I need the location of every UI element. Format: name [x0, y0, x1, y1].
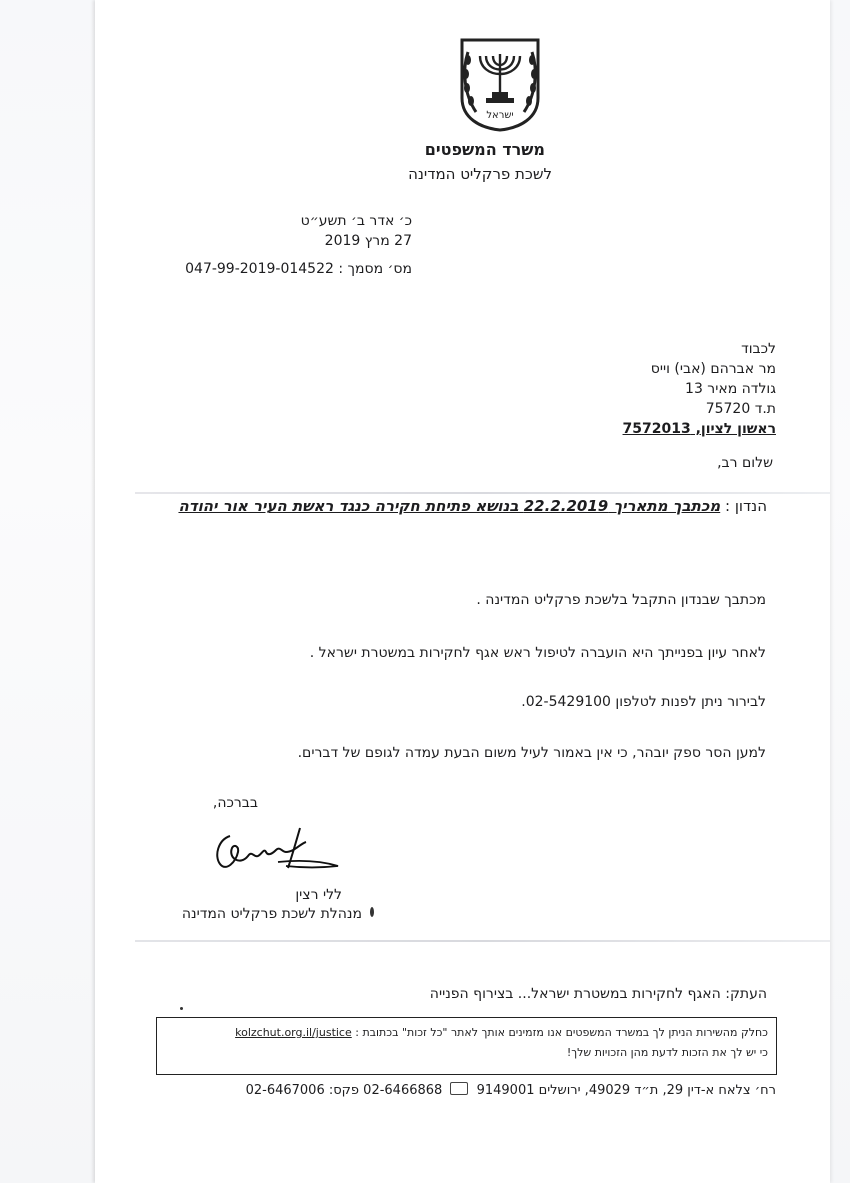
notice-text: כחלק מהשירות הניתן לך במשרד המשפטים אנו מזמינים אותך לאתר "כל זכות" בכתובת :: [355, 1026, 768, 1039]
emblem-text: ישראל: [486, 110, 514, 121]
body-paragraph: לבירור ניתן לפנות לטלפון 02-5429100.: [521, 694, 766, 710]
recipient-salutation: לכבוד: [741, 341, 776, 357]
recipient-city: ראשון לציון, 7572013: [622, 421, 776, 437]
cc-line: העתק: האגף לחקירות במשטרת ישראל... בצירוף הפנייה: [429, 986, 767, 1002]
subject-line: [178, 497, 767, 515]
notice-line: [235, 1026, 768, 1039]
body-paragraph: מכתבך שבנדון התקבל בלשכת פרקליט המדינה .: [476, 592, 766, 608]
scan-speck: [180, 1007, 183, 1010]
footer-fax: פקס: 02-6467006: [245, 1083, 360, 1098]
subject-label: הנדון :: [725, 497, 767, 515]
notice-box: [156, 1017, 777, 1075]
recipient-name: מר אברהם (אבי) וייס: [650, 361, 776, 377]
notice-line-2: כי יש לך את הזכות לדעת מהן הזכויות שלך!: [566, 1046, 768, 1059]
hebrew-date: כ׳ אדר ב׳ תשע״ט: [300, 213, 412, 229]
footer-phone: 02-6466868: [363, 1083, 443, 1098]
recipient-po-box: ת.ד 75720: [705, 401, 776, 417]
subject-text: מכתבך מתאריך 22.2.2019 בנושא פתיחת חקירה כנגד ראשת העיר אור יהודה: [178, 497, 721, 515]
signer-title: מנהלת לשכת פרקליט המדינה: [181, 906, 362, 922]
signer-name: ללי רצין: [295, 887, 342, 903]
scan-speck: [370, 907, 374, 917]
body-paragraph: לאחר עיון בפנייתך היא הועברה לטיפול ראש אגף לחקירות במשטרת ישראל .: [309, 645, 766, 661]
footer-address: רח׳ צלאח א-דין 29, ת״ד 49029, ירושלים 9149001: [476, 1083, 776, 1098]
ministry-name: משרד המשפטים: [424, 140, 545, 159]
office-name: לשכת פרקליט המדינה: [408, 165, 552, 183]
gregorian-date: 27 מרץ 2019: [324, 233, 412, 249]
footer-contact: [246, 1082, 776, 1098]
state-emblem-icon: [458, 36, 542, 132]
fold-line: [135, 492, 830, 494]
fold-line: [135, 940, 830, 942]
phone-icon: [450, 1082, 468, 1095]
kolzchut-link[interactable]: kolzchut.org.il/justice: [235, 1026, 352, 1039]
body-paragraph: למען הסר ספק יובהר, כי אין באמור לעיל משום הבעת עמדה לגופם של דברים.: [297, 745, 766, 761]
greeting: שלום רב,: [717, 455, 773, 471]
recipient-street: גולדה מאיר 13: [685, 381, 776, 397]
document-reference: מס׳ מסמך : 047-99-2019-014522: [185, 261, 412, 277]
closing: בברכה,: [212, 795, 258, 811]
handwritten-signature: [208, 822, 348, 880]
